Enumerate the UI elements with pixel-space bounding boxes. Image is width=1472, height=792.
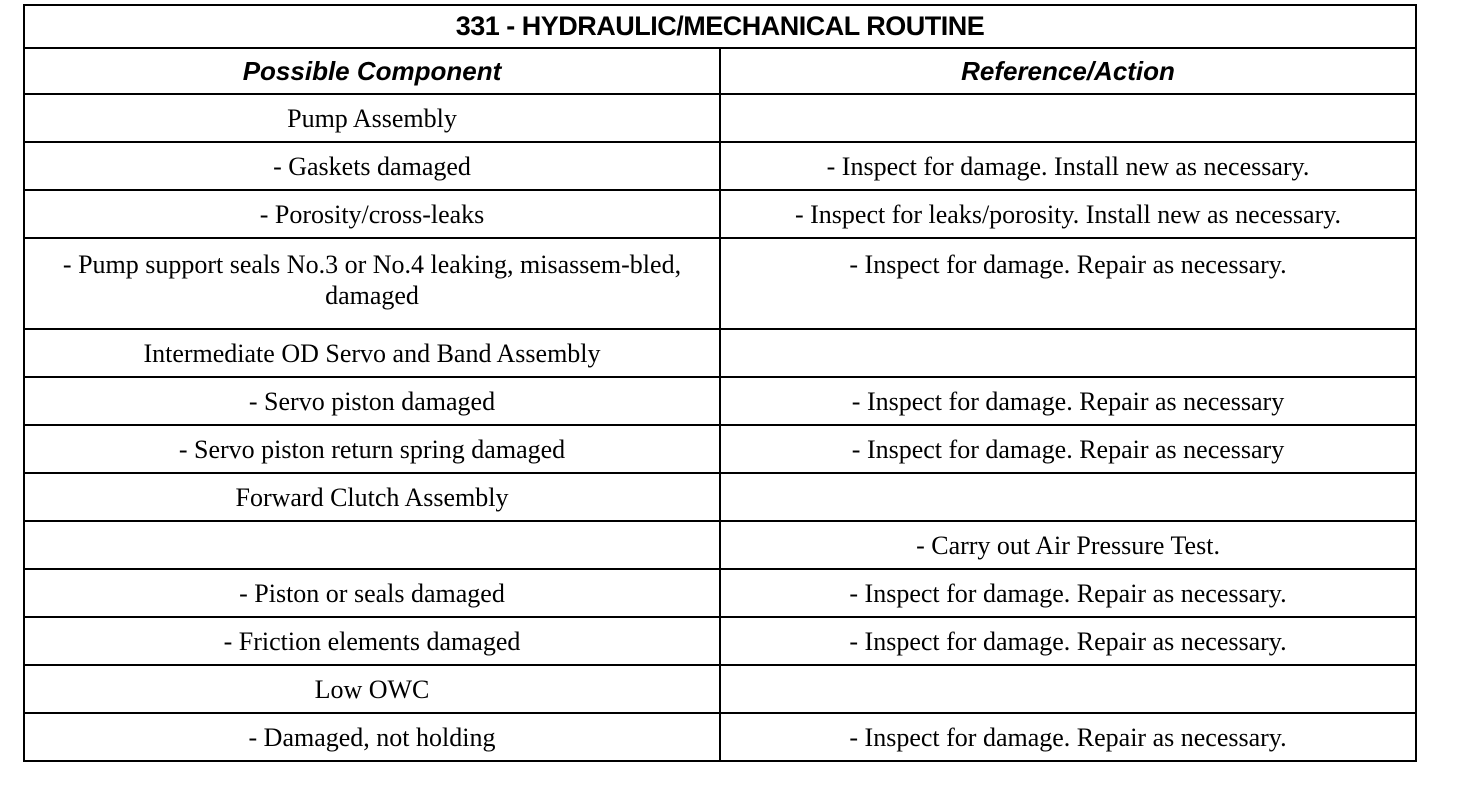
table-row — [24, 521, 1416, 569]
component-cell: Pump Assembly — [24, 94, 720, 142]
component-cell: - Servo piston return spring damaged — [24, 425, 720, 473]
header-row — [24, 48, 1416, 94]
table-row — [24, 713, 1416, 761]
table-row — [24, 665, 1416, 713]
action-cell — [720, 329, 1416, 377]
table-row — [24, 329, 1416, 377]
table-title: 331 - HYDRAULIC/MECHANICAL ROUTINE — [24, 5, 1416, 48]
component-cell: Intermediate OD Servo and Band Assembly — [24, 329, 720, 377]
table-row — [24, 142, 1416, 190]
column-header-reference-action: Reference/Action — [720, 48, 1416, 94]
action-cell: - Inspect for damage. Install new as necessary. — [720, 142, 1416, 190]
action-cell: - Inspect for damage. Repair as necessary — [720, 377, 1416, 425]
action-cell — [720, 665, 1416, 713]
table-row — [24, 569, 1416, 617]
table-row — [24, 425, 1416, 473]
component-cell: - Friction elements damaged — [24, 617, 720, 665]
action-cell: - Inspect for damage. Repair as necessary — [720, 425, 1416, 473]
action-cell: - Inspect for damage. Repair as necessary. — [720, 238, 1416, 329]
table-row — [24, 190, 1416, 238]
hydraulic-mechanical-routine-table — [23, 4, 1417, 762]
table-row — [24, 617, 1416, 665]
action-cell: - Inspect for damage. Repair as necessary. — [720, 713, 1416, 761]
title-row — [24, 5, 1416, 48]
table-row — [24, 238, 1416, 329]
component-cell — [24, 521, 720, 569]
action-cell — [720, 473, 1416, 521]
component-cell: - Damaged, not holding — [24, 713, 720, 761]
table-row — [24, 377, 1416, 425]
component-cell: Forward Clutch Assembly — [24, 473, 720, 521]
action-cell — [720, 94, 1416, 142]
action-cell: - Inspect for damage. Repair as necessary. — [720, 617, 1416, 665]
component-cell: - Gaskets damaged — [24, 142, 720, 190]
action-cell: - Inspect for leaks/porosity. Install new as necessary. — [720, 190, 1416, 238]
action-cell: - Inspect for damage. Repair as necessary. — [720, 569, 1416, 617]
table-row — [24, 473, 1416, 521]
component-cell: Low OWC — [24, 665, 720, 713]
column-header-possible-component: Possible Component — [24, 48, 720, 94]
component-cell: - Piston or seals damaged — [24, 569, 720, 617]
table-row — [24, 94, 1416, 142]
component-cell: - Servo piston damaged — [24, 377, 720, 425]
component-cell: - Porosity/cross-leaks — [24, 190, 720, 238]
component-cell: - Pump support seals No.3 or No.4 leaking, misassem-bled, damaged — [24, 238, 720, 329]
action-cell: - Carry out Air Pressure Test. — [720, 521, 1416, 569]
